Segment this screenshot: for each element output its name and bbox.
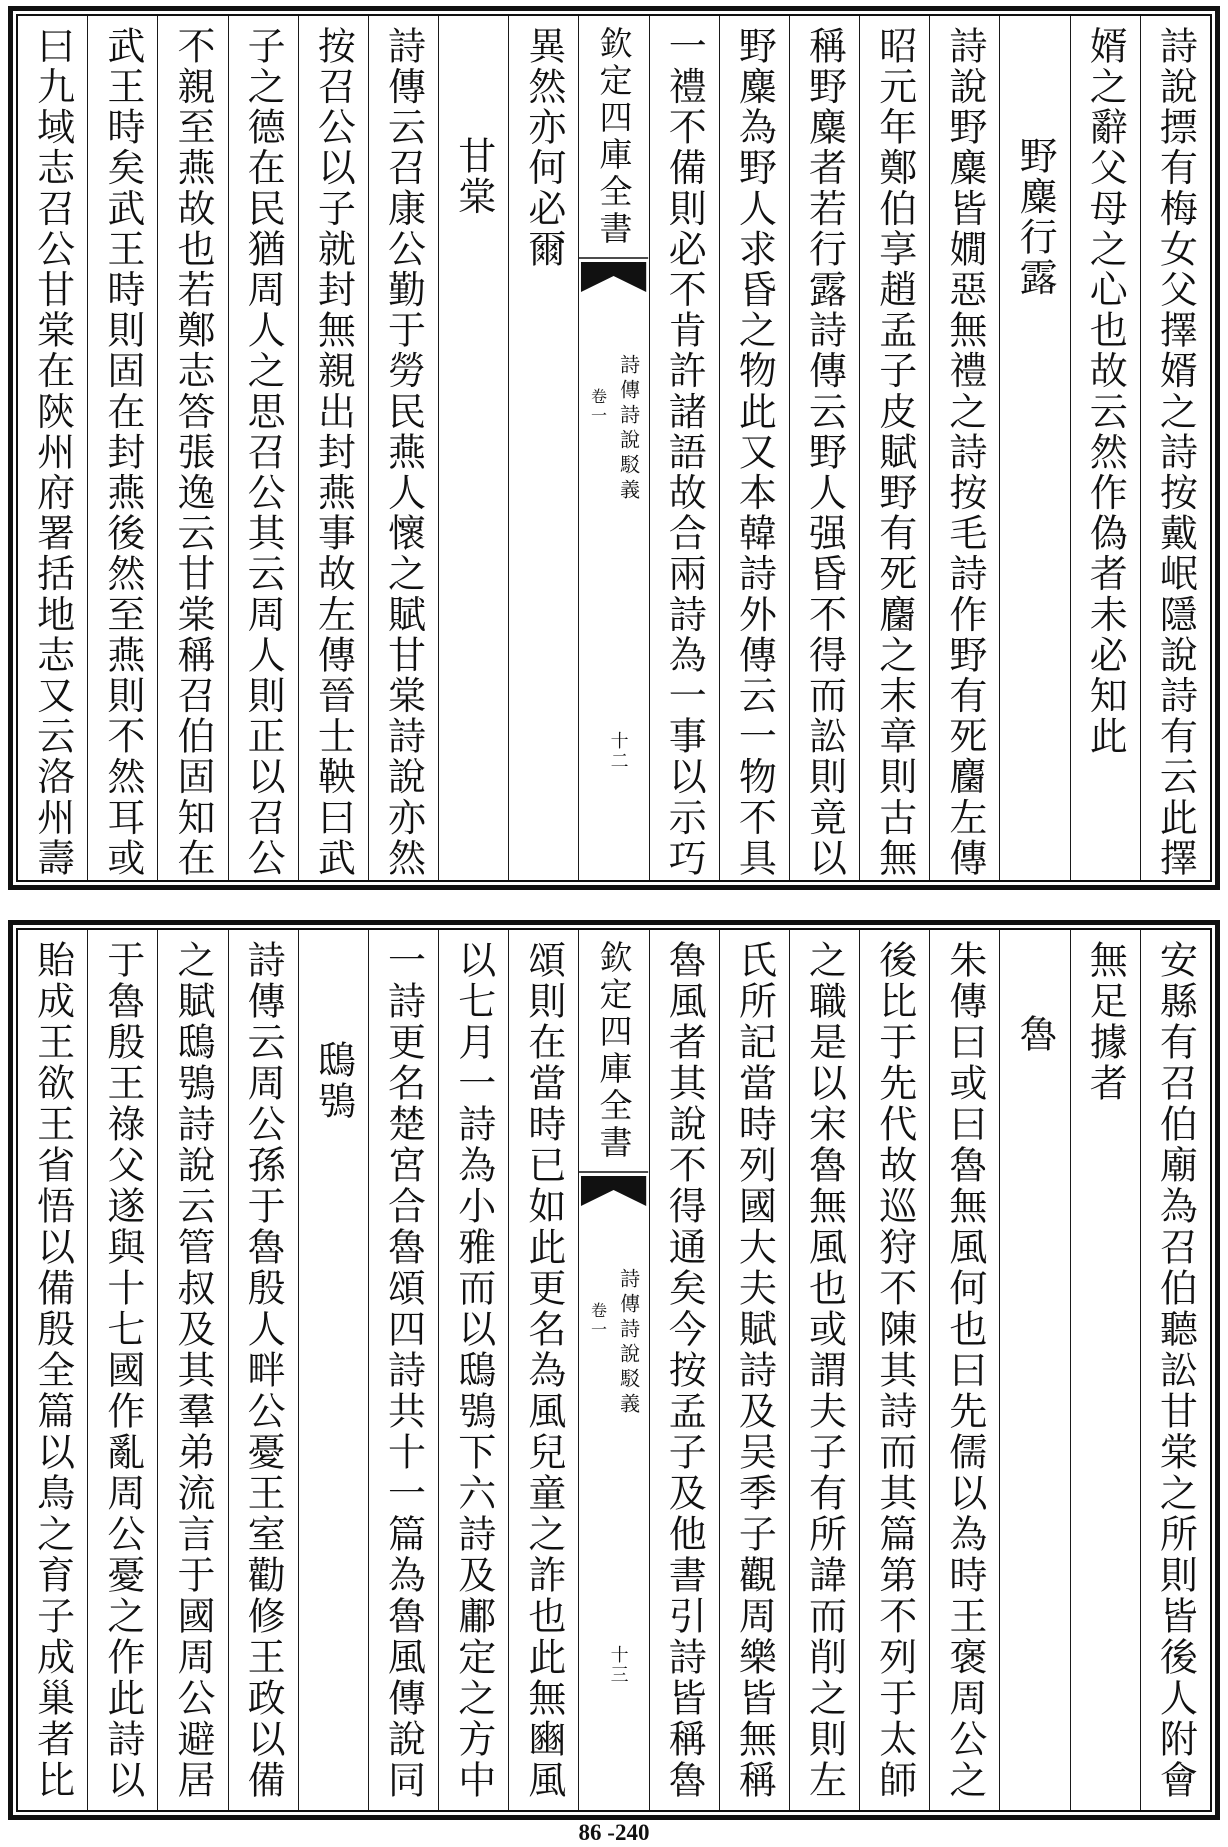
text-column	[87, 930, 157, 1810]
folio-number: 十二	[607, 731, 629, 771]
column-text: 詩說野麋皆嫺惡無禮之詩按毛詩作野有死麕左傳	[942, 26, 987, 879]
work-title: 詩傳詩說駁義	[616, 1268, 641, 1418]
juan-label: 卷一	[588, 388, 608, 426]
column-text: 無足據者	[1083, 940, 1128, 1104]
column-text: 子之德在民猶周人之思召公其云周人則正以召公	[241, 26, 286, 879]
text-column	[87, 16, 157, 880]
text-column	[1140, 930, 1210, 1810]
book-title: 欽定四庫全書	[594, 940, 634, 1162]
column-text: 婿之辭父母之心也故云然作偽者未必知此	[1083, 26, 1128, 757]
text-column	[18, 16, 87, 880]
page-frame-bottom	[16, 928, 1212, 1812]
section-heading-column	[999, 16, 1069, 880]
text-column	[719, 16, 789, 880]
section-heading: 野麋行露	[1013, 136, 1058, 299]
text-column	[228, 16, 298, 880]
column-text: 于魯殷王祿父遂與十七國作亂周公憂之作此詩以	[100, 940, 145, 1801]
section-heading: 甘棠	[451, 136, 496, 218]
page-panel-top	[8, 6, 1220, 890]
column-text: 稱野麋者若行露詩傳云野人强昏不得而訟則竟以	[802, 26, 847, 879]
column-text: 詩傳云周公孫于魯殷人畔公憂王室勸修王政以備	[241, 940, 286, 1801]
section-heading-column	[438, 16, 508, 880]
text-column	[649, 930, 719, 1810]
juan-label: 卷一	[588, 1302, 608, 1340]
text-column	[649, 16, 719, 880]
text-column	[368, 16, 438, 880]
work-title: 詩傳詩說駁義	[616, 354, 641, 504]
column-text: 曰九域志召公甘棠在陝州府署括地志又云洛州壽	[30, 26, 75, 879]
text-column	[859, 930, 929, 1810]
column-text: 魯風者其說不得通矣今按孟子及他書引詩皆稱魯	[662, 940, 707, 1801]
section-heading: 魯	[1013, 1014, 1058, 1055]
text-column	[157, 16, 227, 880]
fish-tail-mark	[579, 256, 648, 300]
column-text: 一詩更名楚宮合魯頌四詩共十一篇為魯風傳說同	[381, 940, 426, 1801]
column-text: 不親至燕故也若鄭志答張逸云甘棠稱召伯固知在	[171, 26, 215, 879]
text-column	[859, 16, 929, 880]
column-text: 野麋為野人求昏之物此又本韓詩外傳云一物不具	[732, 26, 777, 879]
column-text: 之賦鴟鴞詩說云管叔及其羣弟流言于國周公避居	[171, 940, 215, 1801]
page-panel-bottom	[8, 920, 1220, 1820]
fish-tail-mark	[579, 1170, 648, 1214]
text-column	[1140, 16, 1210, 880]
text-column	[1070, 16, 1140, 880]
text-column	[719, 930, 789, 1810]
center-gutter	[578, 930, 648, 1810]
text-column	[18, 930, 87, 1810]
text-column	[368, 930, 438, 1810]
center-gutter	[578, 16, 648, 880]
text-column	[789, 930, 859, 1810]
text-column	[298, 16, 368, 880]
column-text: 安縣有召伯廟為召伯聽訟甘棠之所則皆後人附會	[1153, 940, 1198, 1801]
column-text: 武王時矣武王時則固在封燕後然至燕則不然耳或	[100, 26, 145, 879]
column-text: 以七月一詩為小雅而以鴟鴞下六詩及鄘定之方中	[451, 940, 496, 1801]
section-heading-column	[298, 930, 368, 1810]
column-text: 貽成王欲王省悟以備殷全篇以鳥之育子成巢者比	[30, 940, 75, 1801]
text-column	[508, 16, 578, 880]
column-text: 之職是以宋魯無風也或謂夫子有所諱而削之則左	[802, 940, 847, 1801]
column-text: 昭元年鄭伯享趙孟子皮賦野有死麕之末章則古無	[872, 26, 917, 879]
page-number: 86 -240	[578, 1820, 650, 1845]
text-column	[929, 930, 999, 1810]
text-column	[929, 16, 999, 880]
text-column	[1070, 930, 1140, 1810]
text-column	[157, 930, 227, 1810]
text-column	[438, 930, 508, 1810]
column-text: 氏所記當時列國大夫賦詩及吴季子觀周樂皆無稱	[732, 940, 777, 1801]
text-column	[228, 930, 298, 1810]
column-text: 朱傳曰或曰魯無風何也曰先儒以為時王褒周公之	[942, 940, 987, 1801]
column-text: 後比于先代故巡狩不陳其詩而其篇第不列于太師	[872, 940, 917, 1801]
column-text: 異然亦何必爾	[521, 26, 566, 270]
page-frame-top	[16, 14, 1212, 882]
section-heading: 鴟鴞	[311, 1040, 356, 1122]
column-text: 詩說摽有梅女父擇婿之詩按戴岷隱說詩有云此擇	[1153, 26, 1198, 879]
column-text: 按召公以子就封無親出封燕事故左傳晉士鞅曰武	[311, 26, 356, 879]
column-text: 頌則在當時已如此更名為風兒童之詐也此無豳風	[521, 940, 566, 1801]
column-text: 詩傳云召康公勤于勞民燕人懷之賦甘棠詩說亦然	[381, 26, 426, 879]
column-text: 一禮不備則必不肯許諸語故合兩詩為一事以示巧	[662, 26, 707, 879]
folio-number: 十三	[607, 1645, 629, 1685]
text-column	[508, 930, 578, 1810]
text-column	[789, 16, 859, 880]
book-title: 欽定四庫全書	[594, 26, 634, 248]
section-heading-column	[999, 930, 1069, 1810]
